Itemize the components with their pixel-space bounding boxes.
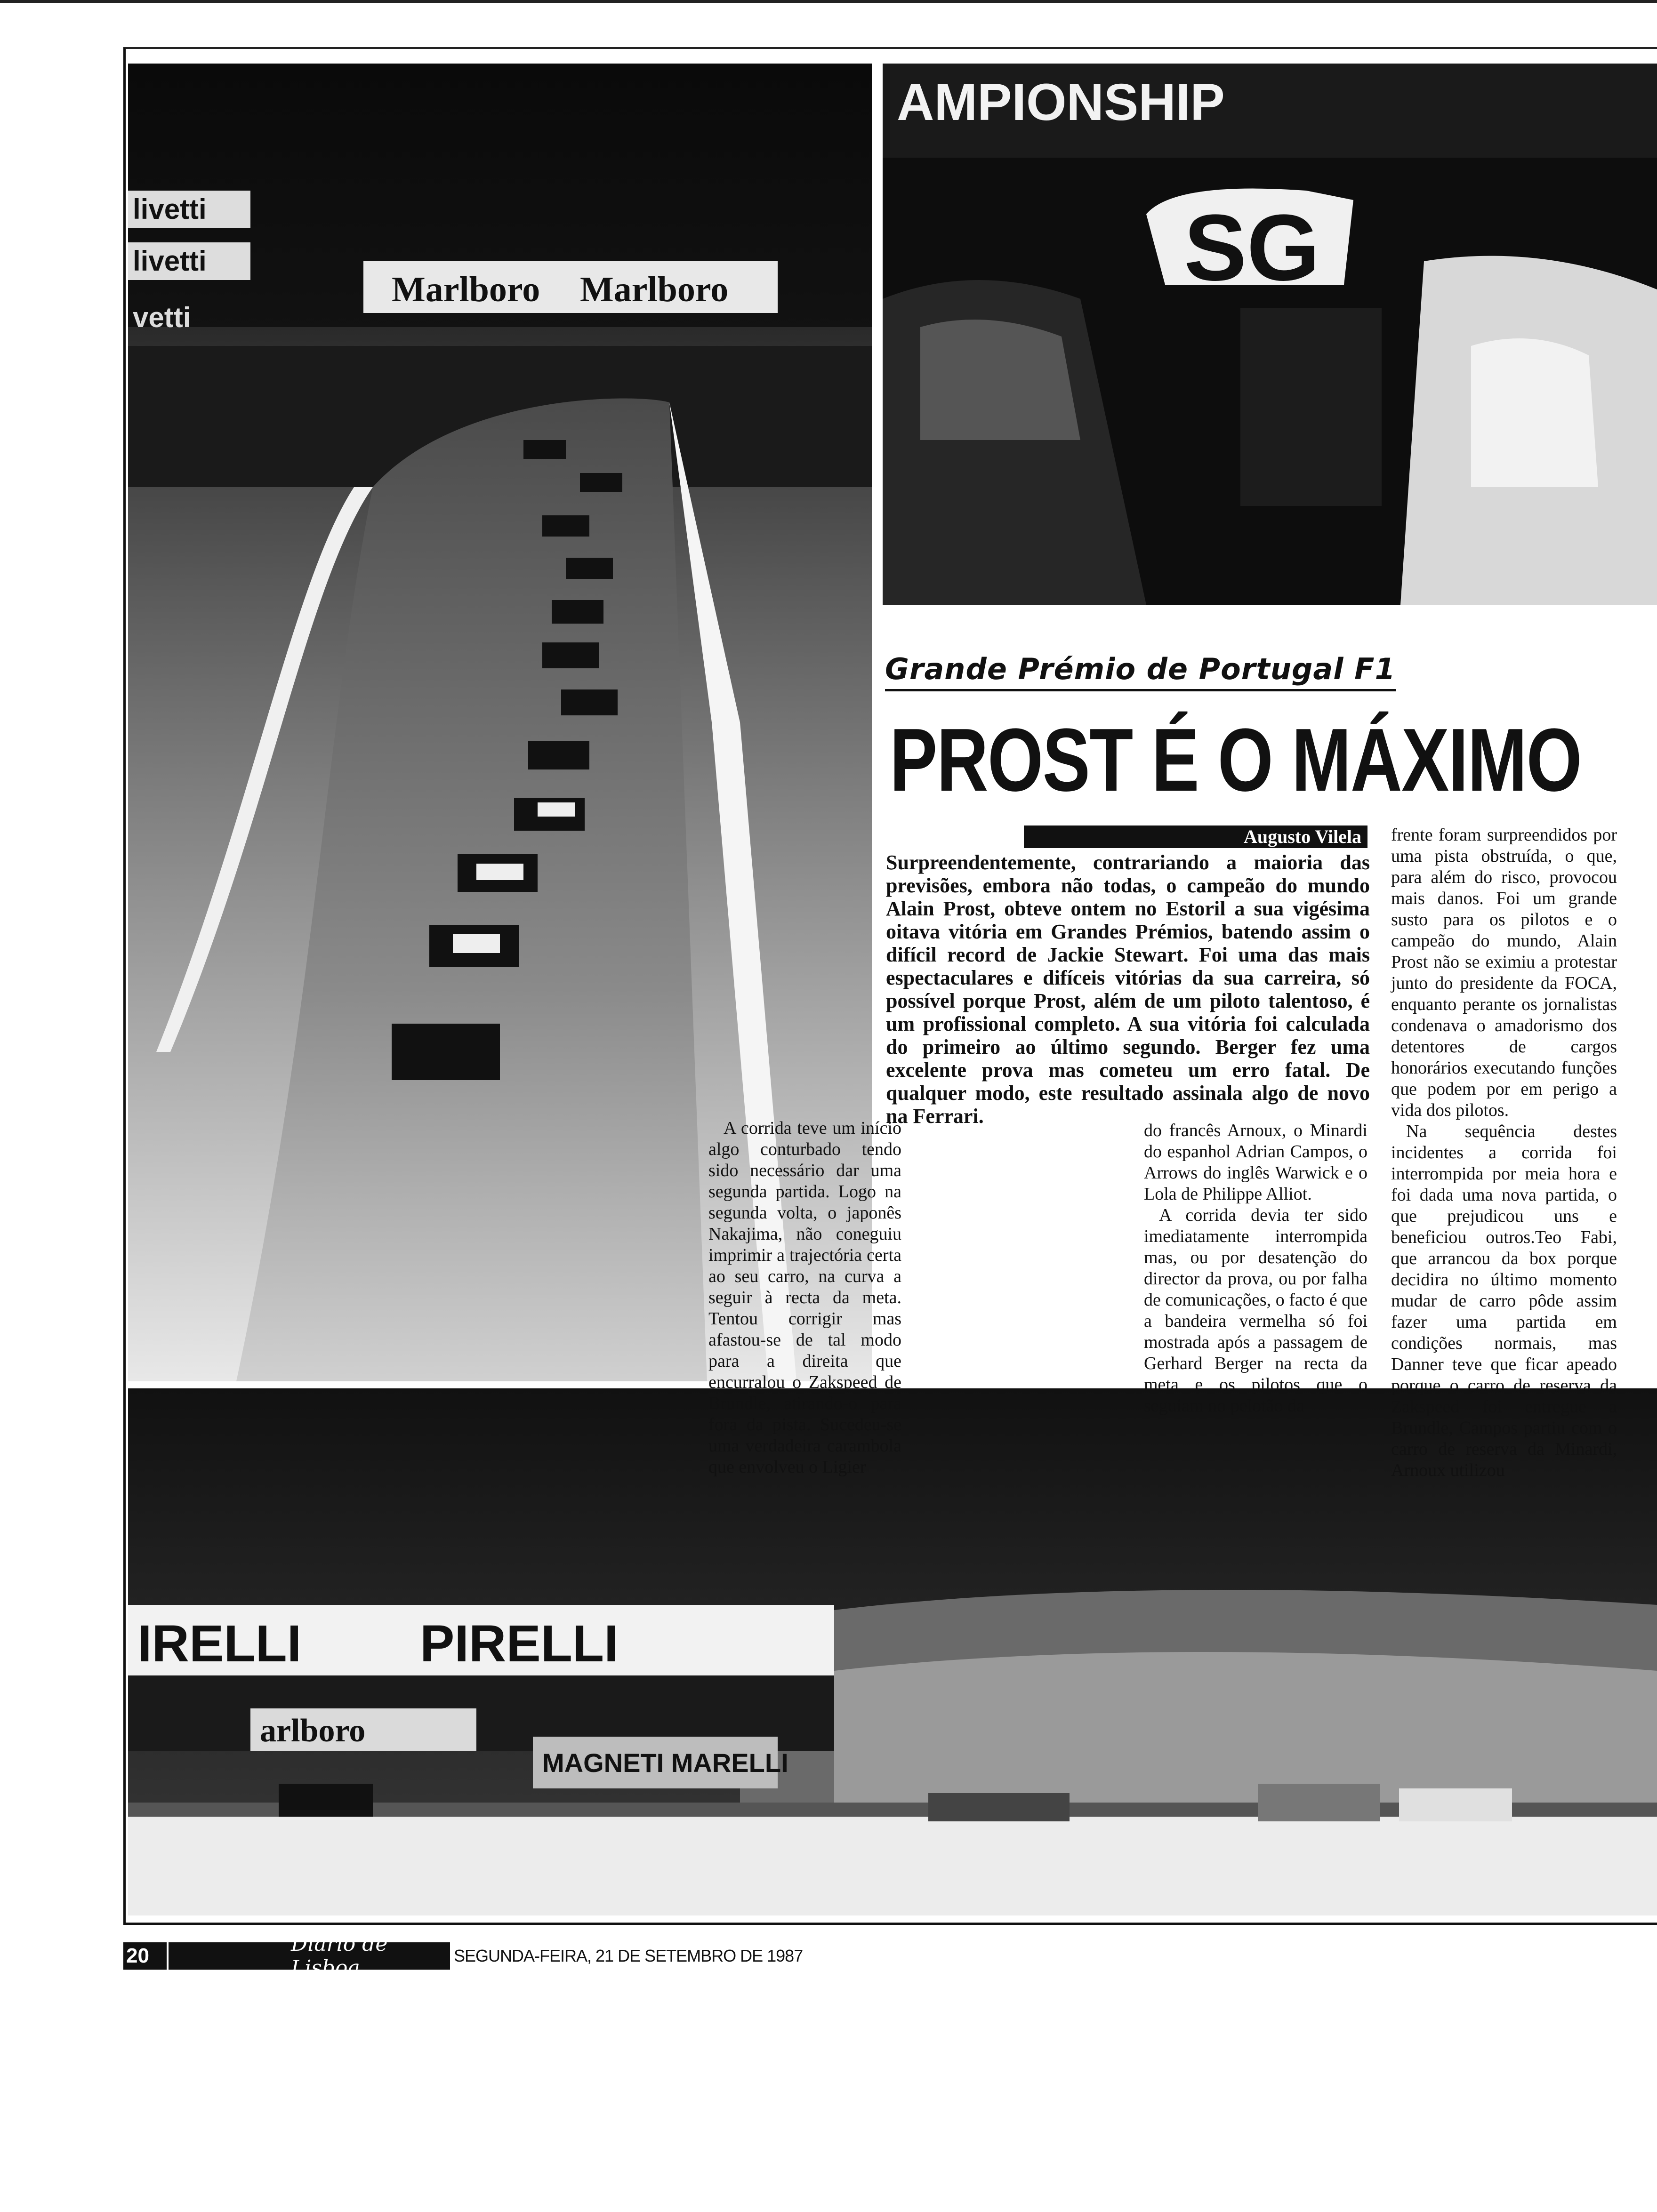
track-banner-marlboro-2: Marlboro — [580, 270, 729, 309]
article-paragraph: Na sequência destes incidentes a corrida foi interrompida por meia hora e foi dada uma nova partida, o que prejudicou uns e beneficiou outros.Teo Fabi, que arrancou da box porque decidira no último momento mudar de carro pôde assim fazer uma partida em condições normais, mas Danner teve que ficar apeado porque o carro de reserva da Zakspeed foi entregue a Brundle, Campos partiu com o carro de reserva da Minardi, Arnoux utilizou — [1391, 1122, 1617, 1480]
article-paragraph: do francês Arnoux, o Minardi do espanhol Adrian Campos, o Arrows do inglês Warwick e o Lola de Philippe Alliot. — [1144, 1121, 1367, 1204]
podium-photo — [883, 64, 1657, 605]
article-paragraph: frente foram surpreendidos por uma pista obstruída, o que, para além do risco, provocou mais danos. Foi um grande susto para os pilotos e o campeão do mundo, Alain Prost não se eximiu a protestar junto do presidente da FOCA, enquanto perante os jornalistas condenava o amadorismo dos detentores de cargos honorários executando funções que podem por em perigo a vida dos pilotos. — [1391, 825, 1617, 1120]
page-footer — [123, 1932, 803, 1980]
podium-championship-sign: AMPIONSHIP — [897, 73, 1225, 131]
article-lead: Surpreendentemente, contrariando a maioria das previsões, embora não todas, o campeão do mundo Alain Prost, obteve ontem no Estoril a sua vigésima oitava vitória em Grandes Prémios, batendo assim o difícil record de Jackie Stewart. Foi uma das mais espectaculares e difíceis vitórias da sua carreira, só possível porque Prost, além de um piloto talentoso, é um profissional completo. A sua vitória foi calculada do primeiro ao último segundo. Berger fez uma excelente prova mas cometeu um erro fatal. De qualquer modo, este resultado assinala algo de novo na Ferrari. — [886, 851, 1370, 1128]
page-number: 20 — [123, 1942, 167, 1970]
article-paragraph: A corrida devia ter sido imediatamente interrompida mas, ou por desatenção do director da prova, ou por falha de comunicações, o facto é que a bandeira vermelha só foi mostrada após a passagem de Gerhard Berger na recta da meta e os pilotos que o seguiam no pelotão da — [1144, 1205, 1367, 1416]
track-banner-olivetti-2: livetti — [133, 245, 207, 277]
track-banner-marlboro-1: Marlboro — [392, 270, 540, 309]
newspaper-name: Diario de Lisboa — [291, 1932, 388, 1980]
footer-date: SEGUNDA-FEIRA, 21 DE SETEMBRO DE 1987 — [454, 1946, 803, 1965]
banner-magneti-marelli: MAGNETI MARELLI — [542, 1748, 788, 1778]
track-banner-olivetti-1: livetti — [133, 193, 207, 225]
page-top-rule — [0, 0, 1657, 3]
article-column-2 — [1144, 1120, 1367, 1417]
byline: Augusto Vilela — [1243, 826, 1361, 847]
headline: PROST É O MÁXIMO — [890, 710, 1582, 810]
article-paragraph: A corrida teve um início algo conturbado tendo sido necessário dar uma segunda partida. Logo na segunda volta, o japonês Nakajima, não coneguiu imprimir a trajectória certa ao seu carro, na curva a seguir à recta da meta. Tentou corrigir mas afastou-se de tal modo para a direita que encurralou o Zakspeed de Brundle, atirando-o para fora da pista. Sucedeu-se uma verdadeira carambola que envolveu o Ligier — [708, 1118, 901, 1477]
masthead-bar — [169, 1932, 450, 1980]
banner-marlboro: arlboro — [260, 1713, 366, 1749]
podium-sg-logo: SG — [1184, 195, 1320, 300]
banner-pirelli-1: IRELLI — [137, 1615, 302, 1673]
track-banner-olivetti-3: vetti — [133, 302, 191, 333]
kicker-title: Grande Prémio de Portugal F1 — [885, 652, 1396, 691]
banner-pirelli-2: PIRELLI — [420, 1615, 619, 1673]
article-column-1 — [708, 1118, 901, 1478]
article-column-3 — [1391, 825, 1617, 1481]
